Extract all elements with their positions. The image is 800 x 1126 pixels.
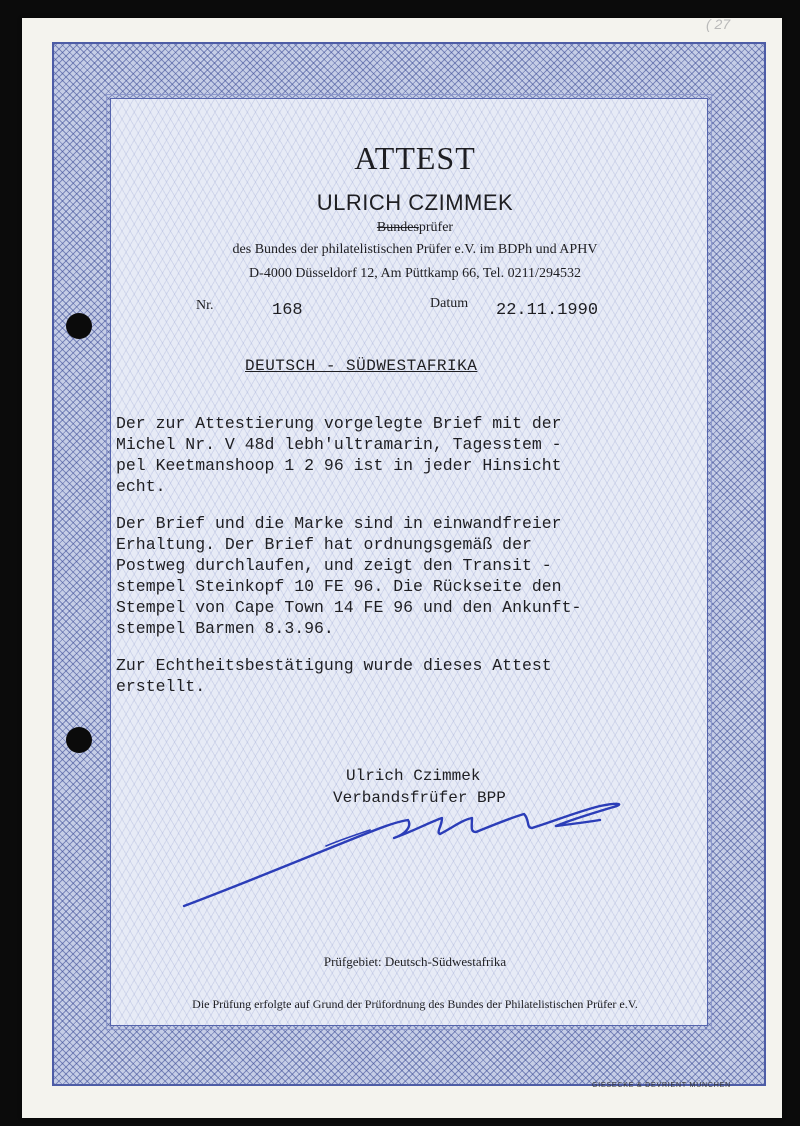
text-line: erstellt. <box>116 677 206 696</box>
association-line: des Bundes der philatelistischen Prüfer e.V. im BDPh und APHV <box>232 242 598 257</box>
signer-title: Verbandsfrüfer BPP <box>333 789 506 807</box>
text-line: stempel Steinkopf 10 FE 96. Die Rückseite den <box>116 577 562 596</box>
examination-note: Die Prüfung erfolgte auf Grund der Prüfordnung des Bundes der Philatelistischen Prüfer e.V. <box>192 997 638 1011</box>
text-line: Stempel von Cape Town 14 FE 96 und den Ankunft- <box>116 598 582 617</box>
paragraph-confirmation <box>116 655 716 697</box>
text-line: Der zur Attestierung vorgelegte Brief mit der <box>116 414 562 433</box>
date-value: 22.11.1990 <box>496 301 599 320</box>
handwritten-signature <box>180 790 640 920</box>
corner-pencil-mark: ( 27 <box>706 16 731 32</box>
text-line: pel Keetmanshoop 1 2 96 ist in jeder Hinsicht <box>116 456 562 475</box>
paragraph-condition <box>116 513 716 639</box>
subject-heading: DEUTSCH - SÜDWESTAFRIKA <box>245 357 478 375</box>
punch-hole-top <box>66 313 92 339</box>
date-label: Datum <box>430 296 469 311</box>
text-line: Zur Echtheitsbestätigung wurde dieses Attest <box>116 656 552 675</box>
text-line: stempel Barmen 8.3.96. <box>116 619 334 638</box>
examiner-role <box>110 220 720 236</box>
text-line: Erhaltung. Der Brief hat ordnungsgemäß der <box>116 535 532 554</box>
examination-scope: Prüfgebiet: Deutsch-Südwestafrika <box>323 954 507 969</box>
number-value: 168 <box>272 301 303 320</box>
role-text: prüfer <box>418 220 454 235</box>
number-label: Nr. <box>196 298 214 313</box>
punch-hole-bottom <box>66 727 92 753</box>
address-line: D-4000 Düsseldorf 12, Am Püttkamp 66, Tel. 0211/294532 <box>249 266 581 281</box>
role-struck-text: Bundes <box>376 220 419 235</box>
text-line: Der Brief und die Marke sind in einwandfreier <box>116 514 562 533</box>
signer-name: Ulrich Czimmek <box>346 767 481 785</box>
examiner-name: ULRICH CZIMMEK <box>316 190 514 215</box>
text-line: Postweg durchlaufen, und zeigt den Transit - <box>116 556 552 575</box>
text-line: echt. <box>116 477 166 496</box>
printer-imprint: GIESECKE & DEVRIENT MÜNCHEN <box>592 1082 731 1089</box>
text-line: Michel Nr. V 48d lebh'ultramarin, Tagesstem - <box>116 435 562 454</box>
certificate-title: ATTEST <box>354 140 476 176</box>
paragraph-authenticity <box>116 413 716 497</box>
